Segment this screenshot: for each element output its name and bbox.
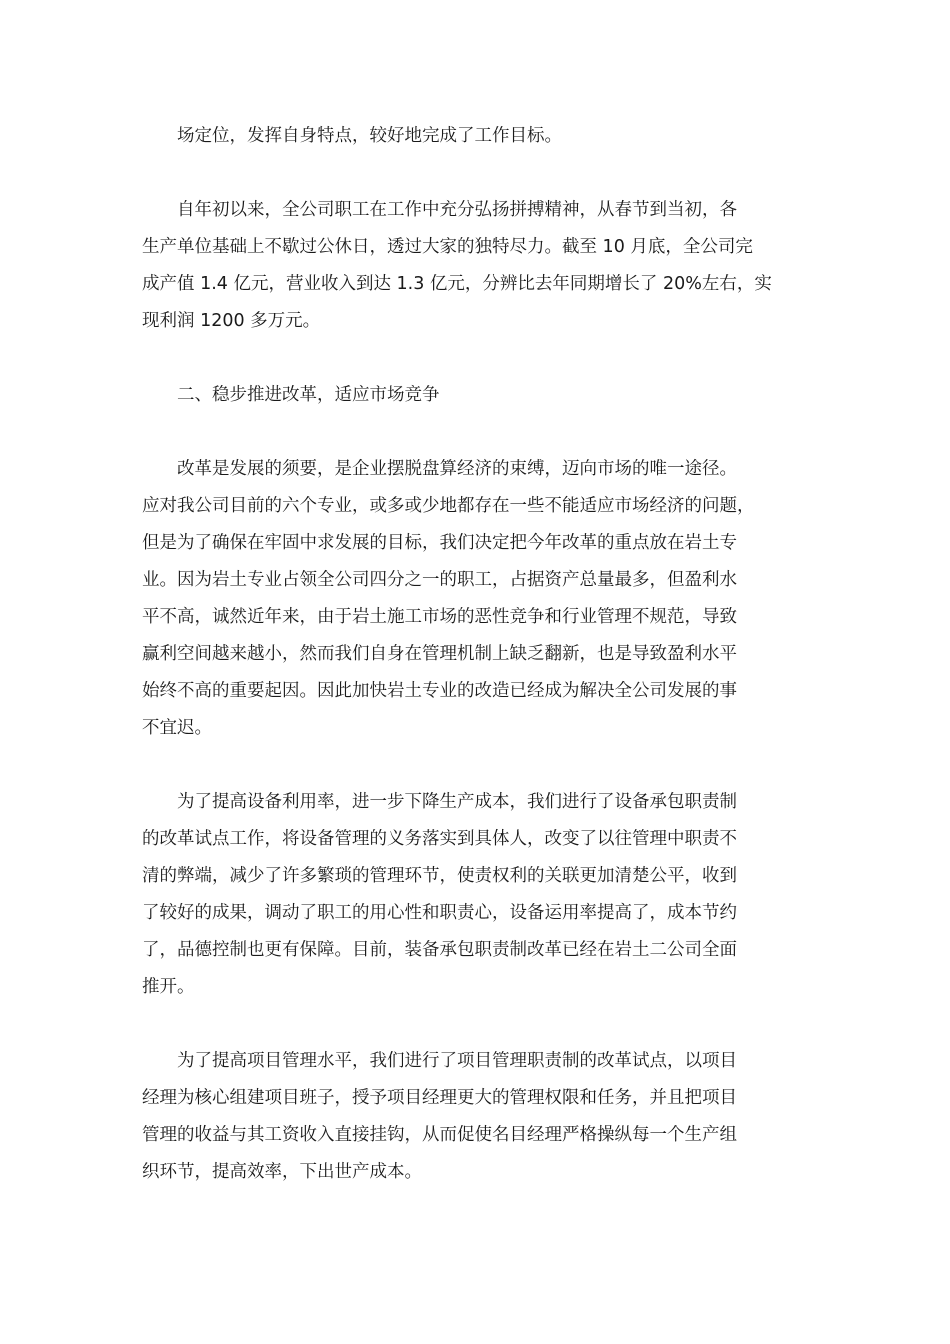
text-line: 为了提高项目管理水平，我们进行了项目管理职责制的改革试点，以项目 — [177, 1051, 737, 1071]
text-line: 现利润 1200 多万元。 — [142, 311, 321, 331]
text-line: 但是为了确保在牢固中求发展的目标，我们决定把今年改革的重点放在岩土专 — [142, 533, 737, 553]
text-line: 赢利空间越来越小，然而我们自身在管理机制上缺乏翻新，也是导致盈利水平 — [142, 644, 737, 664]
text-line: 业。因为岩土专业占领全公司四分之一的职工，占据资产总量最多，但盈利水 — [142, 570, 737, 590]
text-line: 清的弊端，减少了许多繁琐的管理环节，使责权利的关联更加清楚公平，收到 — [142, 866, 737, 886]
paragraph — [142, 451, 807, 747]
text-line: 改革是发展的须要，是企业摆脱盘算经济的束缚，迈向市场的唯一途径。 — [177, 459, 737, 479]
text-line: 织环节，提高效率，下出世产成本。 — [142, 1162, 422, 1182]
text-line: 管理的收益与其工资收入直接挂钩，从而促使名目经理严格操纵每一个生产组 — [142, 1125, 737, 1145]
paragraph — [142, 1043, 807, 1191]
text-line: 成产值 1.4 亿元，营业收入到达 1.3 亿元，分辨比去年同期增长了 20%左右，实 — [142, 274, 772, 294]
paragraph — [142, 118, 807, 155]
text-line: 经理为核心组建项目班子，授予项目经理更大的管理权限和任务，并且把项目 — [142, 1088, 737, 1108]
text-line: 为了提高设备利用率，进一步下降生产成本，我们进行了设备承包职责制 — [177, 792, 737, 812]
text-line: 了，品德控制也更有保障。目前，装备承包职责制改革已经在岩土二公司全面 — [142, 940, 737, 960]
text-line: 不宜迟。 — [142, 718, 212, 738]
section-heading: 二、稳步推进改革，适应市场竞争 — [177, 385, 440, 405]
paragraph — [142, 192, 807, 340]
text-line: 平不高，诚然近年来，由于岩土施工市场的恶性竞争和行业管理不规范，导致 — [142, 607, 737, 627]
text-line: 应对我公司目前的六个专业，或多或少地都存在一些不能适应市场经济的问题， — [142, 496, 755, 516]
text-line: 生产单位基础上不歇过公休日，透过大家的独特尽力。截至 10 月底，全公司完 — [142, 237, 753, 257]
text-line: 了较好的成果，调动了职工的用心性和职责心，设备运用率提高了，成本节约 — [142, 903, 737, 923]
paragraph — [142, 784, 807, 1006]
text-line: 场定位，发挥自身特点，较好地完成了工作目标。 — [177, 126, 562, 146]
text-line: 推开。 — [142, 977, 195, 997]
text-line: 自年初以来，全公司职工在工作中充分弘扬拼搏精神，从春节到当初，各 — [177, 200, 737, 220]
text-line: 的改革试点工作，将设备管理的义务落实到具体人，改变了以往管理中职责不 — [142, 829, 737, 849]
text-line: 始终不高的重要起因。因此加快岩土专业的改造已经成为解决全公司发展的事 — [142, 681, 737, 701]
